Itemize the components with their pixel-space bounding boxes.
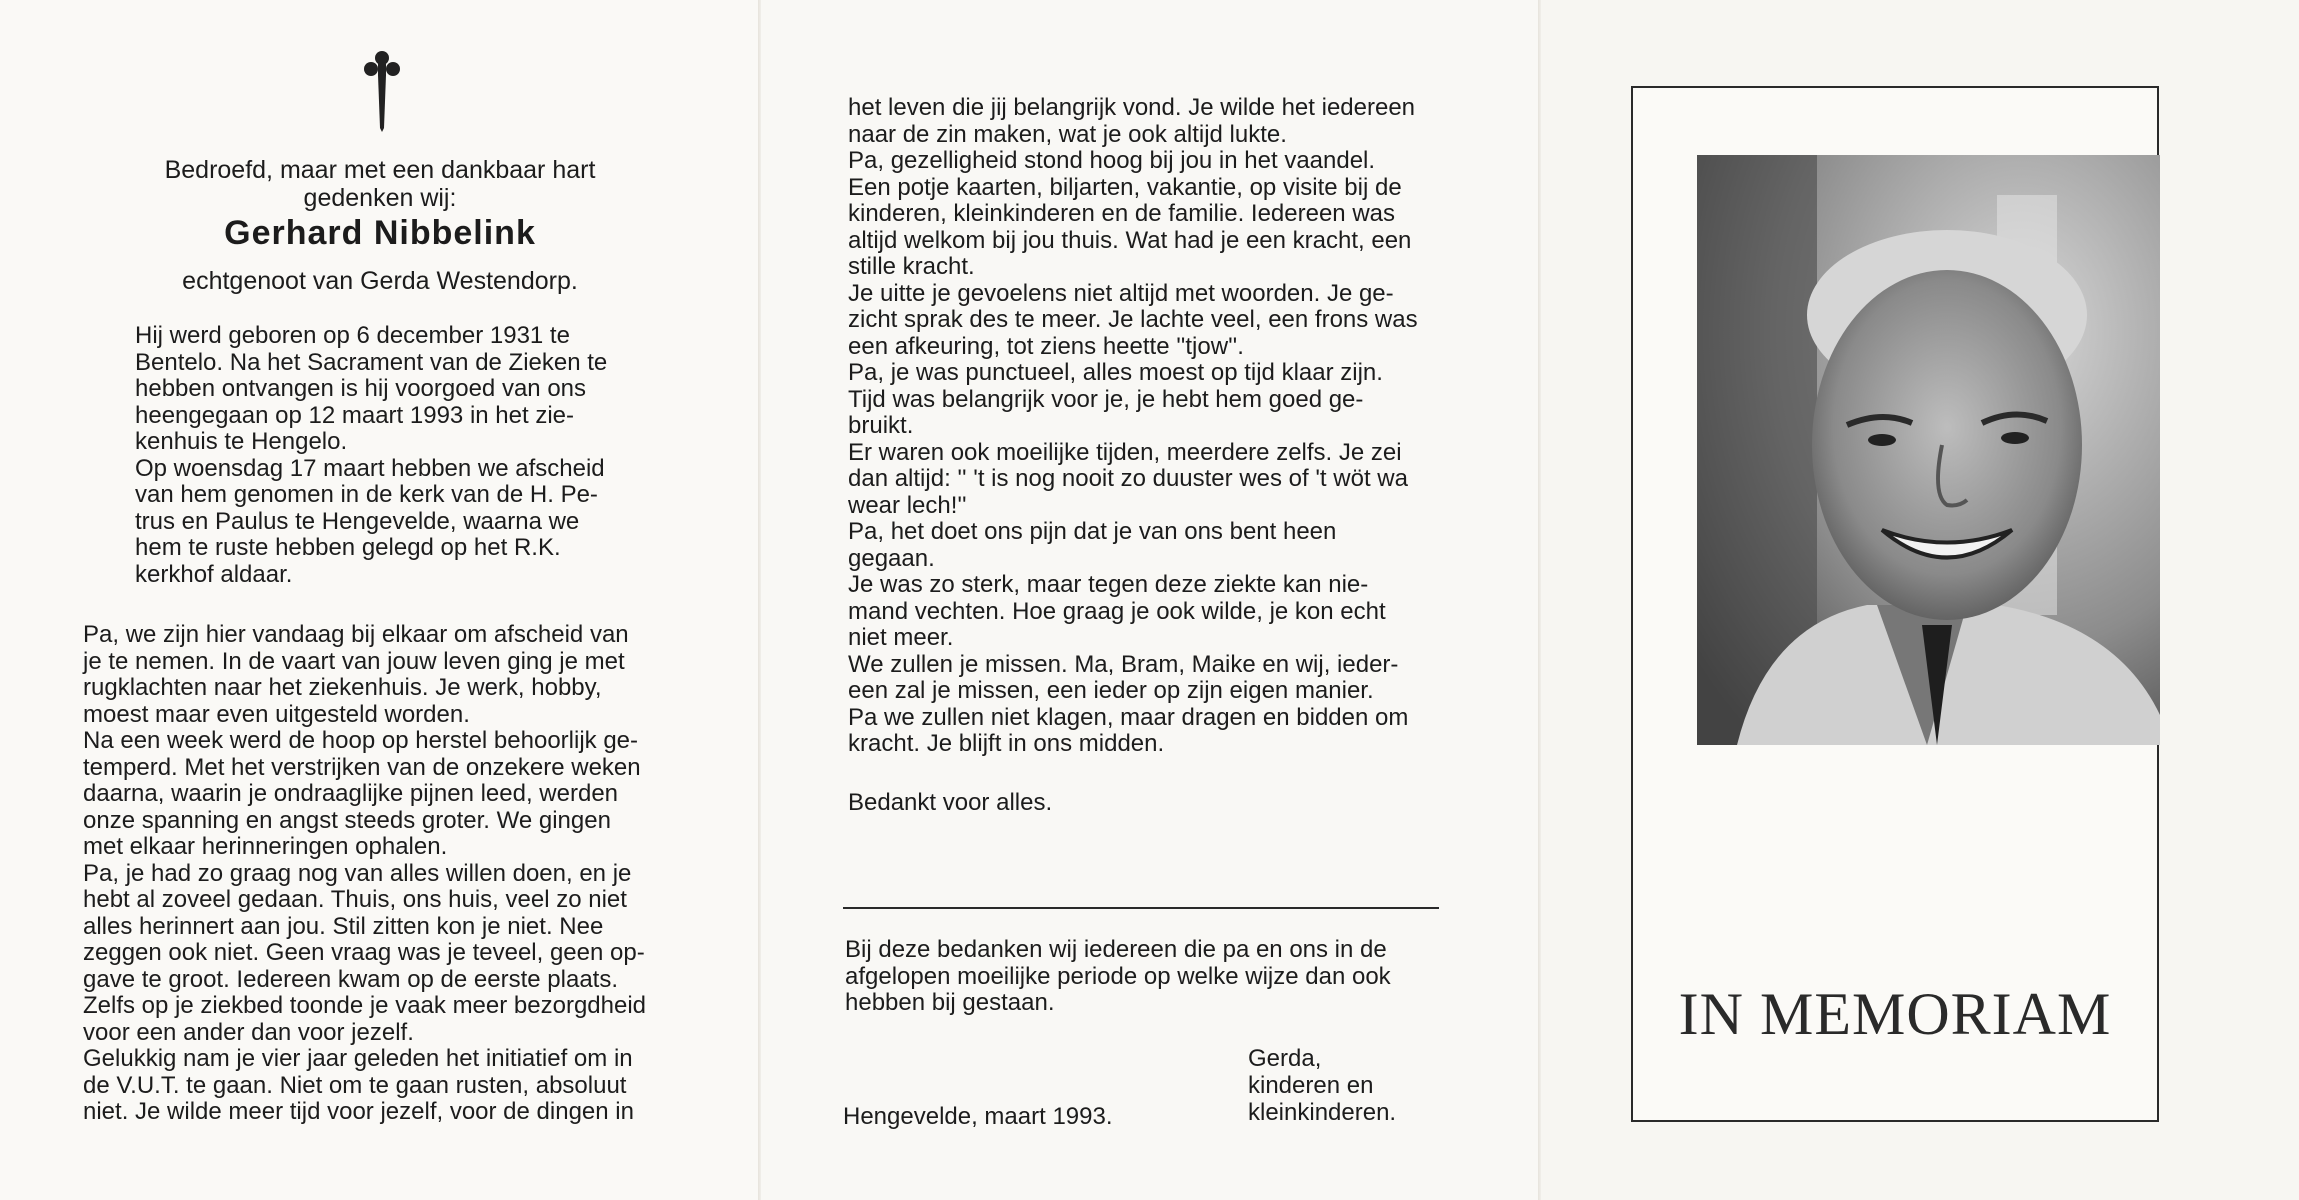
text-line: zicht sprak des te meer. Je lachte veel, een frons was	[848, 306, 1418, 333]
text-line: gave te groot. Iedereen kwam op de eerste plaats.	[83, 965, 618, 993]
text-line: dan altijd: '' 't is nog nooit zo duuster wes of 't wöt wa	[848, 465, 1408, 492]
text-line: Pa, we zijn hier vandaag bij elkaar om afscheid van	[83, 621, 629, 648]
text-line: Hij werd geboren op 6 december 1931 te	[135, 322, 570, 349]
fold-line	[758, 0, 761, 1200]
signature-block	[1248, 1045, 1448, 1126]
text-line: niet meer.	[848, 624, 954, 651]
text-line: Op woensdag 17 maart hebben we afscheid	[135, 454, 605, 482]
thanks-line: Bedankt voor alles.	[848, 789, 1053, 816]
text-line: Pa we zullen niet klagen, maar dragen en bidden om	[848, 703, 1409, 731]
text-line: hebt al zoveel gedaan. Thuis, ons huis, veel zo niet	[83, 886, 627, 913]
text-line: Je uitte je gevoelens niet altijd met woorden. Je ge-	[848, 279, 1394, 307]
text-line: Pa, gezelligheid stond hoog bij jou in het vaandel.	[848, 147, 1376, 174]
text-line: je te nemen. In de vaart van jouw leven ging je met	[83, 647, 625, 675]
text-line: Pa, het doet ons pijn dat je van ons bent heen	[848, 518, 1337, 545]
signature-line: kleinkinderen.	[1248, 1099, 1397, 1126]
text-line: gegaan.	[848, 544, 935, 572]
text-line: moest maar even uitgesteld worden.	[83, 700, 470, 728]
biography	[135, 323, 628, 588]
place-date: Hengevelde, maart 1993.	[843, 1103, 1113, 1130]
in-memoriam-title: IN MEMORIAM	[1678, 981, 2112, 1047]
portrait-photo	[1697, 155, 2160, 745]
text-line: mand vechten. Hoe graag je ook wilde, je kon echt	[848, 597, 1386, 625]
text-line: Je was zo sterk, maar tegen deze ziekte kan nie-	[848, 571, 1369, 598]
tribute-text-middle	[848, 95, 1444, 758]
text-line: daarna, waarin je ondraaglijke pijnen leed, werden	[83, 780, 619, 807]
text-line: niet. Je wilde meer tijd voor jezelf, voor de dingen in	[83, 1098, 634, 1125]
signature-line: kinderen en	[1248, 1072, 1374, 1099]
text-line: Pa, je had zo graag nog van alles willen doen, en je	[83, 859, 632, 887]
text-line: Pa, je was punctueel, alles moest op tijd klaar zijn.	[848, 359, 1383, 386]
text-line: stille kracht.	[848, 253, 975, 280]
text-line: met elkaar herinneringen ophalen.	[83, 833, 448, 860]
text-line: heengegaan op 12 maart 1993 in het zie-	[135, 401, 574, 429]
text-line: het leven die jij belangrijk vond. Je wilde het iedereen	[848, 94, 1416, 121]
text-line: bruikt.	[848, 412, 914, 439]
text-line: naar de zin maken, wat je ook altijd lukte.	[848, 120, 1287, 148]
text-line: afgelopen moeilijke periode op welke wijze dan ook	[845, 962, 1391, 990]
text-line: kinderen, kleinkinderen en de familie. Iedereen was	[848, 200, 1395, 227]
text-line: Een potje kaarten, biljarten, vakantie, op visite bij de	[848, 173, 1402, 201]
signature-line: Gerda,	[1248, 1045, 1322, 1072]
tribute-text-left	[83, 622, 675, 1126]
cross-icon	[358, 48, 406, 133]
text-line: zeggen ook niet. Geen vraag was je teveel, geen op-	[83, 939, 645, 966]
text-line: We zullen je missen. Ma, Bram, Maike en wij, ieder-	[848, 650, 1399, 678]
intro-line: Bedroefd, maar met een dankbaar hart	[164, 156, 596, 184]
intro-text	[125, 156, 635, 212]
text-line: wear lech!''	[848, 491, 967, 519]
text-line: voor een ander dan voor jezelf.	[83, 1018, 414, 1046]
text-line: alles herinnert aan jou. Stil zitten kon je niet. Nee	[83, 912, 604, 940]
fold-line	[1538, 0, 1541, 1200]
spouse-line: echtgenoot van Gerda Westendorp.	[182, 267, 578, 295]
text-line: Zelfs op je ziekbed toonde je vaak meer bezorgdheid	[83, 992, 647, 1019]
text-line: de V.U.T. te gaan. Niet om te gaan rusten, absoluut	[83, 1071, 627, 1099]
text-line: kenhuis te Hengelo.	[135, 428, 348, 455]
text-line: Na een week werd de hoop op herstel behoorlijk ge-	[83, 727, 639, 754]
text-line: hem te ruste hebben gelegd op het R.K.	[135, 534, 561, 561]
text-line: kracht. Je blijft in ons midden.	[848, 730, 1165, 757]
text-line: een zal je missen, een ieder op zijn eigen manier.	[848, 677, 1374, 704]
text-line: een afkeuring, tot ziens heette ''tjow''.	[848, 332, 1244, 360]
text-line: hebben ontvangen is hij voorgoed van ons	[135, 375, 587, 402]
text-line: Gelukkig nam je vier jaar geleden het initiatief om in	[83, 1045, 633, 1072]
text-line: rugklachten naar het ziekenhuis. Je werk, hobby,	[83, 674, 602, 701]
text-line: altijd welkom bij jou thuis. Wat had je een kracht, een	[848, 226, 1412, 254]
acknowledgement	[845, 937, 1445, 1017]
text-line: Bij deze bedanken wij iedereen die pa en ons in de	[845, 936, 1387, 963]
text-line: trus en Paulus te Hengevelde, waarna we	[135, 507, 580, 535]
text-line: van hem genomen in de kerk van de H. Pe-	[135, 481, 598, 508]
text-line: Er waren ook moeilijke tijden, meerdere zelfs. Je zei	[848, 438, 1402, 466]
text-line: Bentelo. Na het Sacrament van de Zieken te	[135, 348, 608, 376]
text-line: temperd. Met het verstrijken van de onzekere weken	[83, 753, 641, 781]
divider-rule	[843, 907, 1439, 909]
intro-line: gedenken wij:	[303, 184, 457, 212]
text-line: hebben bij gestaan.	[845, 989, 1055, 1016]
text-line: onze spanning en angst steeds groter. We gingen	[83, 806, 611, 834]
text-line: kerkhof aldaar.	[135, 560, 293, 588]
text-line: Tijd was belangrijk voor je, je hebt hem goed ge-	[848, 385, 1364, 413]
deceased-name: Gerhard Nibbelink	[224, 214, 536, 252]
